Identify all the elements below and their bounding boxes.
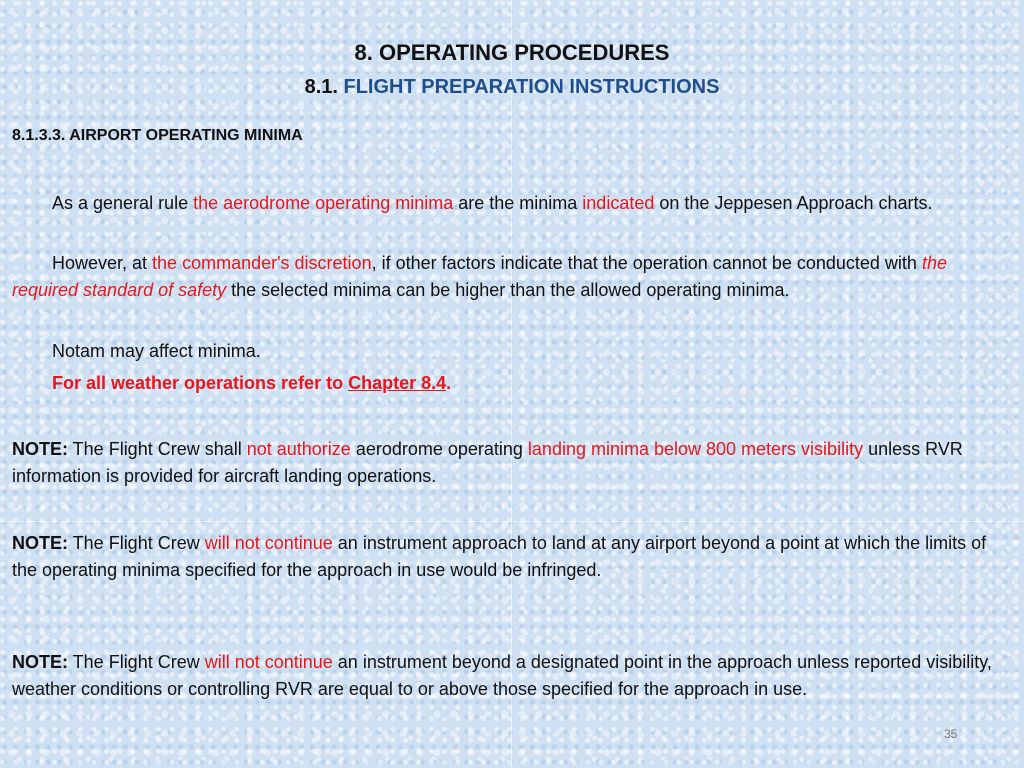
text: the selected minima can be higher than the allowed operating minima. <box>226 280 790 300</box>
text: The Flight Crew shall <box>68 439 247 459</box>
highlight-text: indicated <box>582 193 655 213</box>
text: an instrument approach to land at any airport beyond a point at which the limits of the operating minima specified for the approach in use would be infringed. <box>12 533 987 580</box>
note-label: NOTE: <box>12 652 68 672</box>
highlight-text: the aerodrome operating minima <box>193 193 454 213</box>
paragraph-notam: Notam may affect minima. <box>52 341 261 361</box>
background-divider <box>0 521 1024 522</box>
page-title: 8. OPERATING PROCEDURES <box>354 40 670 65</box>
note-label: NOTE: <box>12 533 68 553</box>
section-heading: 8.1.3.3. AIRPORT OPERATING MINIMA <box>12 127 303 144</box>
text: on the Jeppesen Approach charts. <box>654 193 933 213</box>
text: are the minima <box>453 193 583 213</box>
page-number: 35 <box>944 727 958 741</box>
text: an instrument beyond a designated point in the approach unless reported visibility, weather conditions or controlling RVR are equal to or above those specified for the approach in use. <box>12 652 992 699</box>
paragraph-weather-ops <box>12 370 1012 397</box>
chapter-link[interactable]: Chapter 8.4 <box>348 373 447 393</box>
note-designated-point <box>12 649 1012 703</box>
subtitle-number: 8.1. <box>304 76 344 98</box>
text: The Flight Crew <box>68 533 205 553</box>
subtitle-text: FLIGHT PREPARATION INSTRUCTIONS <box>343 76 720 98</box>
highlight-text: the required standard of safety <box>12 253 947 300</box>
text: The Flight Crew <box>68 652 205 672</box>
text: However, at <box>52 253 153 273</box>
text: For all weather operations refer to <box>52 373 349 393</box>
highlight-text: the commander's discretion <box>152 253 372 273</box>
highlight-text: landing minima below 800 meters visibility <box>527 439 864 459</box>
highlight-text: will not continue <box>204 652 333 672</box>
highlight-text: not authorize <box>246 439 351 459</box>
note-approach-limits <box>12 530 1012 584</box>
text: As a general rule <box>52 193 194 213</box>
note-landing-minima <box>12 436 1012 490</box>
paragraph-commander-discretion <box>12 250 1012 304</box>
text: unless RVR information is provided for aircraft landing operations. <box>12 439 963 486</box>
note-label: NOTE: <box>12 439 68 459</box>
text: . <box>446 373 452 393</box>
page-subtitle <box>0 76 1024 99</box>
paragraph-general-rule <box>12 190 1012 217</box>
text: , if other factors indicate that the operation cannot be conducted with <box>371 253 922 273</box>
text: aerodrome operating <box>350 439 528 459</box>
highlight-text: will not continue <box>204 533 333 553</box>
